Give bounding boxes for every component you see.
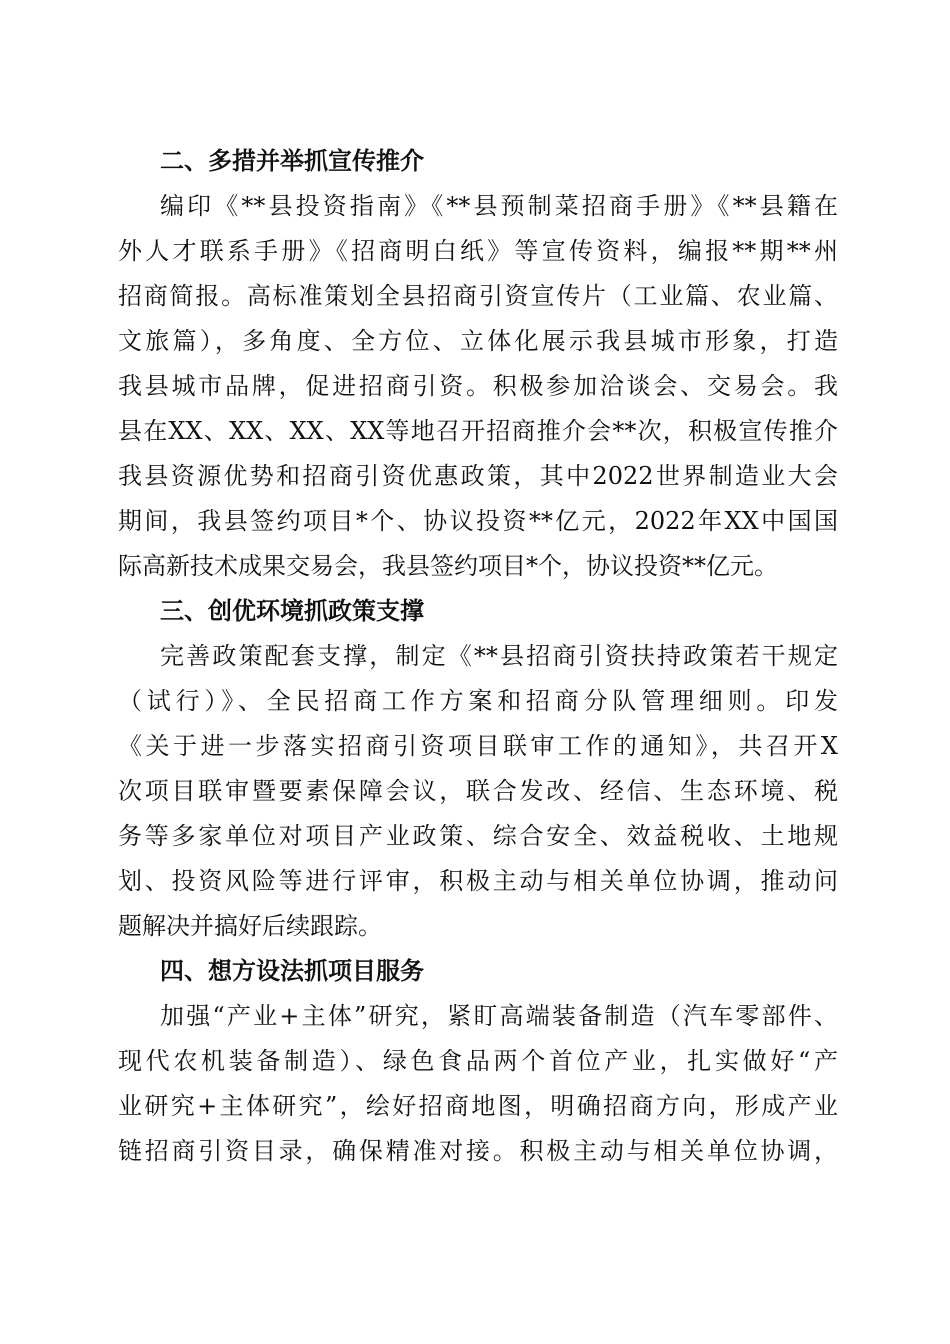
paragraph-line: 题解决并搞好后续跟踪。 xyxy=(118,912,382,940)
section-heading-2: 二、多措并举抓宣传推介 xyxy=(160,147,424,175)
section-heading-3: 三、创优环境抓政策支撑 xyxy=(160,597,424,625)
paragraph-line: 我县城市品牌，促进招商引资。积极参加洽谈会、交易会。我 xyxy=(118,372,838,400)
paragraph-line: 业研究+主体研究”，绘好招商地图，明确招商方向，形成产业 xyxy=(118,1092,838,1120)
paragraph-line: 际高新技术成果交易会，我县签约项目*个，协议投资**亿元。 xyxy=(118,552,778,580)
paragraph-line: 加强“产业+主体”研究，紧盯高端装备制造（汽车零部件、 xyxy=(160,1002,838,1030)
paragraph-line: 编印《**县投资指南》《**县预制菜招商手册》《**县籍在 xyxy=(160,192,838,220)
paragraph-line: 完善政策配套支撑，制定《**县招商引资扶持政策若干规定 xyxy=(160,642,838,670)
paragraph-line: 县在XX、XX、XX、XX等地召开招商推介会**次，积极宣传推介 xyxy=(118,417,838,445)
paragraph-line: （试行）》、全民招商工作方案和招商分队管理细则。印发 xyxy=(118,687,838,715)
paragraph-line: 划、投资风险等进行评审，积极主动与相关单位协调，推动问 xyxy=(118,867,838,895)
paragraph-line: 《关于进一步落实招商引资项目联审工作的通知》，共召开X xyxy=(118,732,838,760)
section-heading-4: 四、想方设法抓项目服务 xyxy=(160,957,424,985)
paragraph-line: 现代农机装备制造）、绿色食品两个首位产业，扎实做好“产 xyxy=(118,1047,838,1075)
paragraph-line: 招商简报。高标准策划全县招商引资宣传片（工业篇、农业篇、 xyxy=(118,282,838,310)
paragraph-line: 外人才联系手册》《招商明白纸》等宣传资料，编报**期**州 xyxy=(118,237,838,265)
paragraph-line: 链招商引资目录，确保精准对接。积极主动与相关单位协调， xyxy=(118,1137,838,1165)
paragraph-line: 文旅篇），多角度、全方位、立体化展示我县城市形象，打造 xyxy=(118,327,838,355)
paragraph-line: 期间，我县签约项目*个、协议投资**亿元，2022年XX中国国 xyxy=(118,507,838,535)
paragraph-line: 我县资源优势和招商引资优惠政策，其中2022世界制造业大会 xyxy=(118,462,838,490)
document-body xyxy=(118,139,838,1174)
paragraph-line: 次项目联审暨要素保障会议，联合发改、经信、生态环境、税 xyxy=(118,777,838,805)
paragraph-line: 务等多家单位对项目产业政策、综合安全、效益税收、土地规 xyxy=(118,822,838,850)
